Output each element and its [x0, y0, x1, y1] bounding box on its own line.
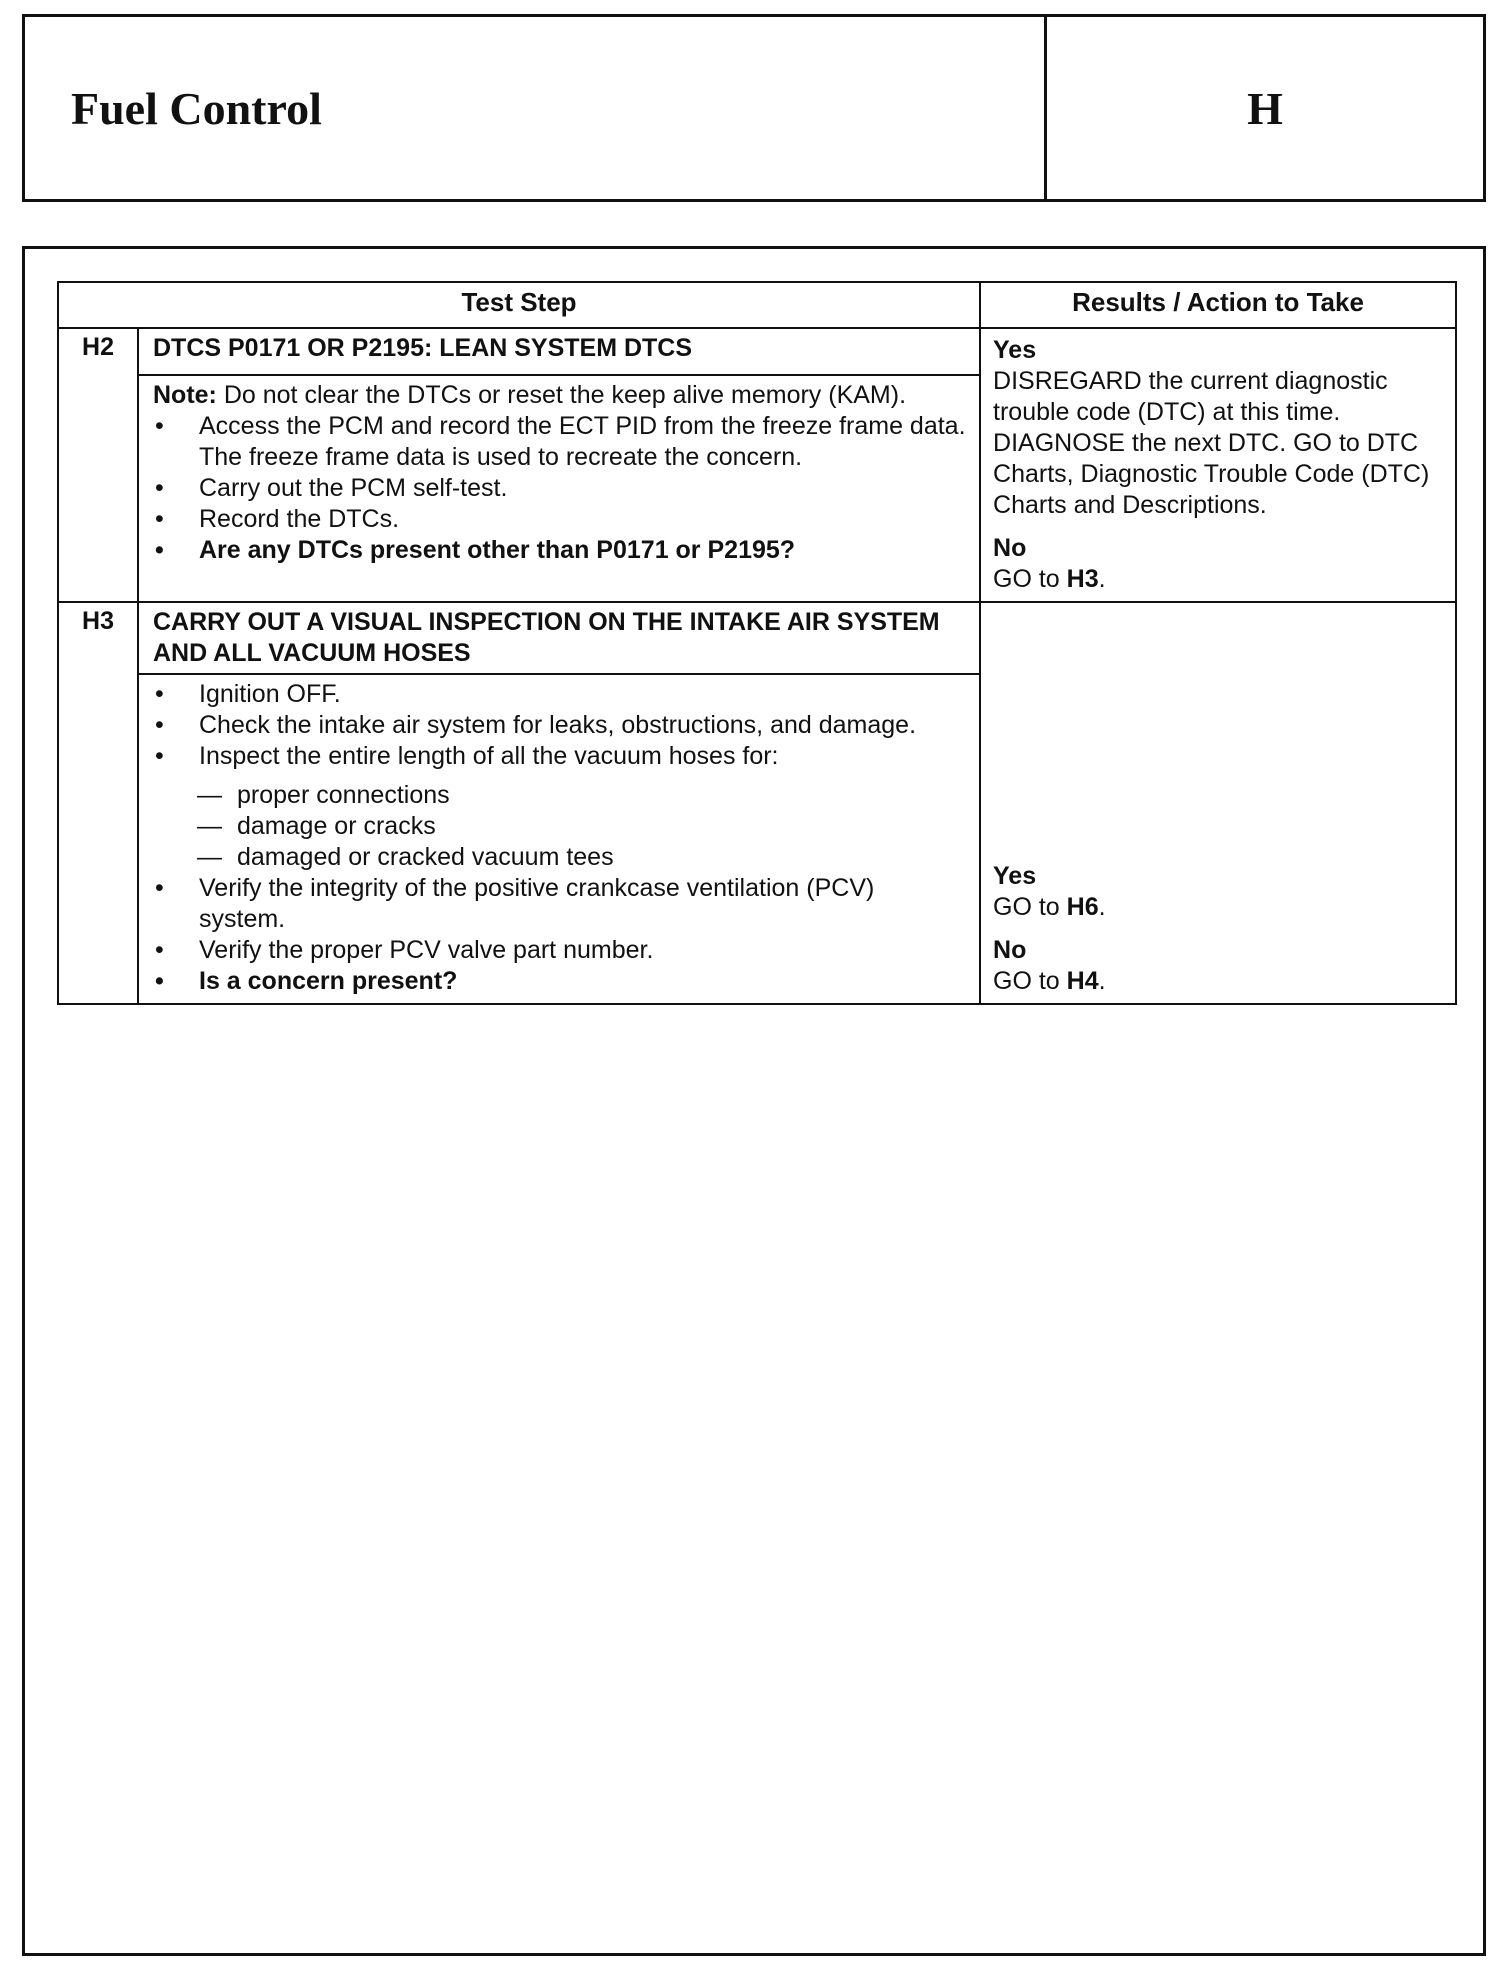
- step-h2-body: [138, 375, 980, 602]
- h3-no-action: [993, 966, 1447, 997]
- step-id-h3: H3: [58, 602, 138, 674]
- step-h3-heading: CARRY OUT A VISUAL INSPECTION ON THE INTAKE AIR SYSTEM AND ALL VACUUM HOSES: [138, 602, 980, 674]
- step-h2-heading-row: [58, 328, 1456, 375]
- h2-no-go: GO to: [993, 565, 1067, 593]
- h3-yes-target-link[interactable]: H6: [1066, 893, 1099, 921]
- h2-note-text: Do not clear the DTCs or reset the keep alive memory (KAM).: [216, 381, 907, 409]
- h2-bullet-2: • Carry out the PCM self-test.: [155, 474, 508, 502]
- h3-no-go: GO to: [993, 967, 1067, 995]
- h2-no-end: .: [1098, 565, 1106, 593]
- h2-no-action: [993, 564, 1447, 595]
- content-frame: [22, 246, 1486, 1956]
- h2-question: • Are any DTCs present other than P0171 or P2195?: [155, 536, 796, 564]
- h3-yes-action: [993, 892, 1447, 923]
- h3-dash-1: — proper connections: [197, 781, 450, 809]
- h3-no-end: .: [1098, 967, 1106, 995]
- h3-yes-end: .: [1098, 893, 1106, 921]
- step-h3-body: [138, 674, 980, 1004]
- header-section-cell: [1047, 17, 1483, 199]
- h3-no-target-link[interactable]: H4: [1066, 967, 1099, 995]
- test-step-table: [57, 281, 1457, 1005]
- h2-note-label: Note:: [153, 381, 217, 409]
- step-h3-heading-row: [58, 602, 1456, 674]
- h2-bullet-3: • Record the DTCs.: [155, 505, 400, 533]
- h3-yes-go: GO to: [993, 893, 1067, 921]
- h3-bullet-3: • Inspect the entire length of all the vacuum hoses for:: [155, 742, 779, 770]
- h3-question: • Is a concern present?: [155, 967, 458, 995]
- column-header-results: Results / Action to Take: [980, 282, 1456, 328]
- step-h2-results: [980, 328, 1456, 602]
- step-h2-id-spacer: [58, 375, 138, 602]
- h2-no-label: No: [993, 534, 1027, 562]
- table-header-row: [58, 282, 1456, 328]
- step-id-h2: H2: [58, 328, 138, 375]
- h3-bullet-1: • Ignition OFF.: [155, 680, 341, 708]
- h3-dash-3: — damaged or cracked vacuum tees: [197, 843, 614, 871]
- step-h2-heading: DTCS P0171 OR P2195: LEAN SYSTEM DTCS: [138, 328, 980, 375]
- h2-yes-text: DISREGARD the current diagnostic trouble code (DTC) at this time. DIAGNOSE the next DTC. GO to DTC Charts, Diagnostic Trouble Code (DTC) Charts and Descriptions.: [993, 367, 1430, 519]
- step-h3-id-spacer: [58, 674, 138, 1004]
- h2-yes-label: Yes: [993, 336, 1037, 364]
- h3-bullet-5: • Verify the proper PCV valve part number.: [155, 936, 654, 964]
- header-title-cell: [25, 17, 1047, 199]
- page-title: Fuel Control: [71, 82, 322, 134]
- section-letter: H: [1247, 82, 1283, 134]
- h3-dash-2: — damage or cracks: [197, 812, 436, 840]
- h3-yes-label: Yes: [993, 862, 1037, 890]
- column-header-test-step: Test Step: [58, 282, 980, 328]
- h3-bullet-4: • Verify the integrity of the positive crankcase ventilation (PCV) system.: [155, 874, 875, 933]
- page-header: [22, 14, 1486, 202]
- h3-no-label: No: [993, 936, 1027, 964]
- h2-no-target-link[interactable]: H3: [1066, 565, 1099, 593]
- h2-bullet-1: • Access the PCM and record the ECT PID from the freeze frame data. The freeze frame data is used to recreate the concern.: [155, 412, 966, 471]
- step-h3-results: [980, 602, 1456, 1004]
- h3-bullet-2: • Check the intake air system for leaks, obstructions, and damage.: [155, 711, 917, 739]
- h2-note: [153, 380, 967, 411]
